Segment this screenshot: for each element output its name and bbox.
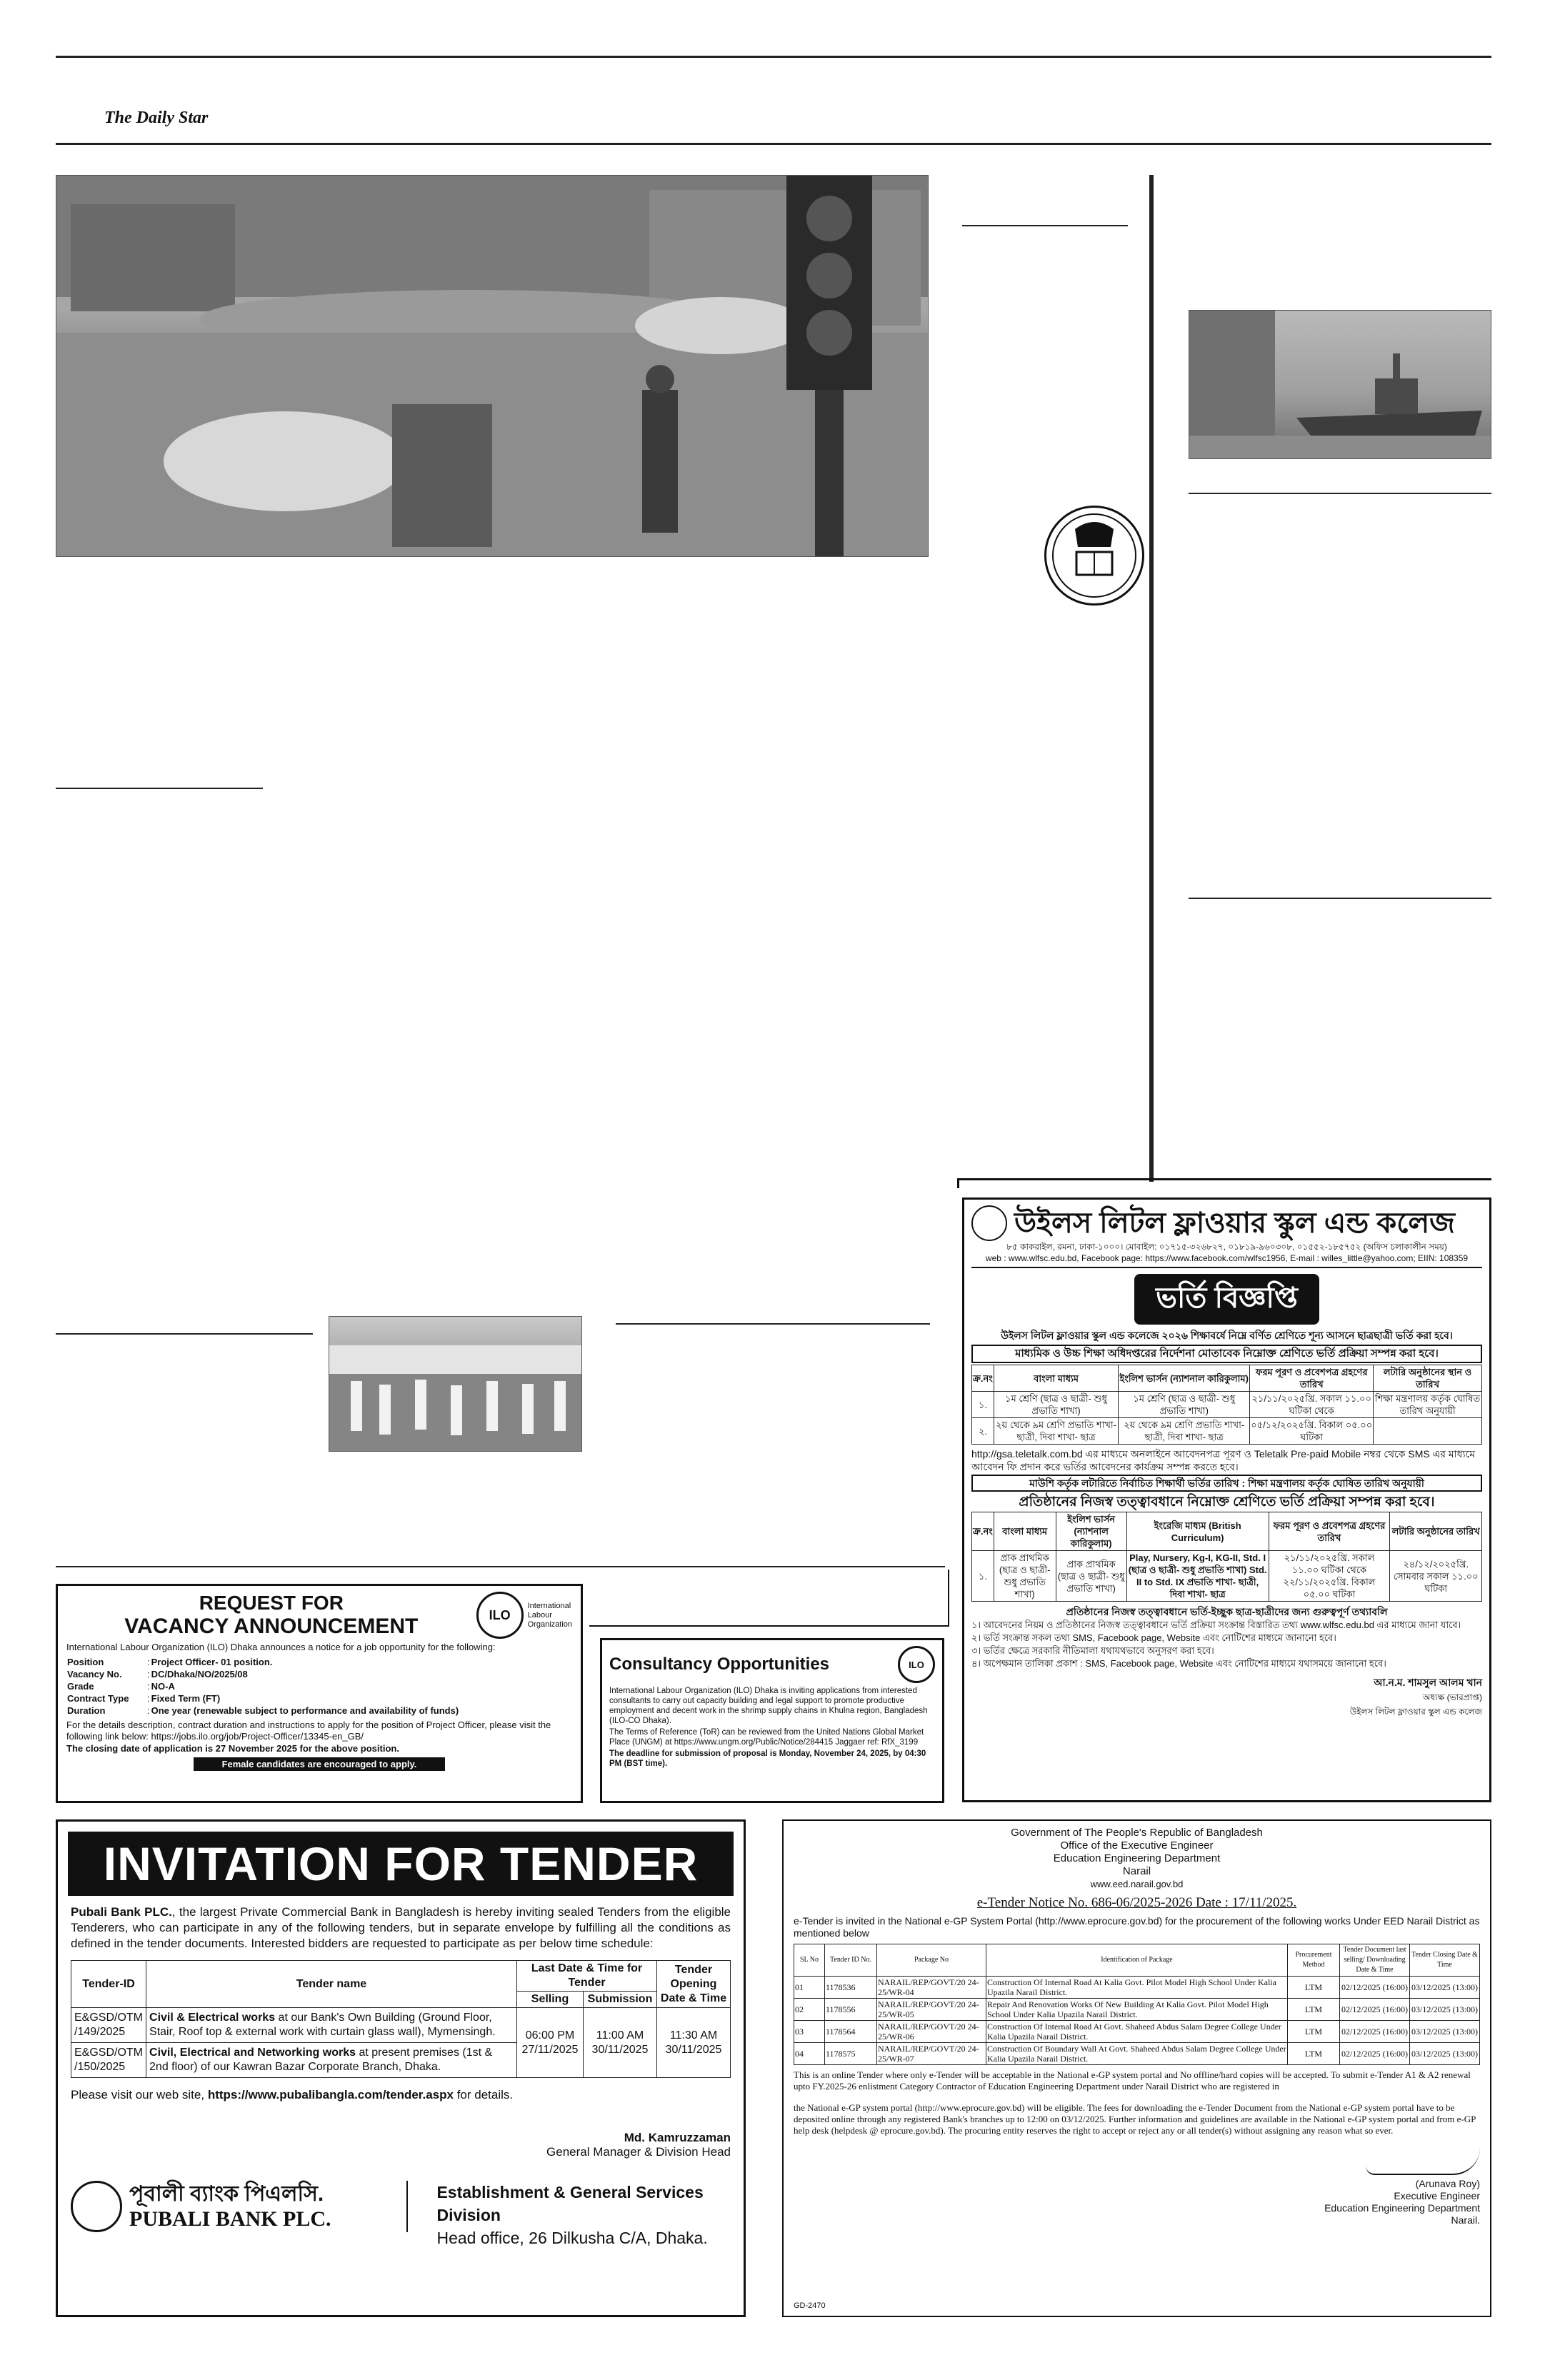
th-tender-name: Tender name [146, 1961, 517, 2008]
ilo-logo-icon: ILO [476, 1592, 524, 1639]
t1-head-lottery: লটারি অনুষ্ঠানের স্থান ও তারিখ [1374, 1365, 1482, 1392]
t1-r2-bangla: ২য় থেকে ৯ম শ্রেণি প্রভাতি শাখা- ছাত্রী, দিবা শাখা- ছাত্র [994, 1418, 1118, 1445]
eed-tender-ad [782, 1819, 1491, 2317]
t1-r2-form: ০৫/১২/২০২৫খ্রি. বিকাল ০৫.০০ ঘটিকা [1250, 1418, 1374, 1445]
th-submission: Submission [584, 1992, 657, 2008]
admission-table-1 [971, 1365, 1482, 1445]
school-logo-icon [971, 1205, 1007, 1241]
eed-district: Narail [1122, 1865, 1151, 1877]
ilo-consultancy-ad [600, 1638, 944, 1803]
eed-gov: Government of The People's Republic of Bangladesh [1011, 1827, 1263, 1839]
eed-r3-closing: 03/12/2025 (13:00) [1410, 2021, 1480, 2043]
t1-r1-bangla: ১ম শ্রেণি (ছাত্র ও ছাত্রী- শুধু প্রভাতি শাখা) [994, 1392, 1118, 1418]
eed-signer-dept: Education Engineering Department [1324, 2202, 1480, 2214]
ilo-vacancy-ad [56, 1584, 583, 1803]
school-admission-ad [962, 1197, 1491, 1802]
eed-r2-closing: 03/12/2025 (13:00) [1410, 1999, 1480, 2021]
tender-1-name [146, 2008, 517, 2043]
t2-r1-sl: ১. [972, 1551, 994, 1602]
rally-photo-drawing [329, 1317, 582, 1452]
eed-r3-package: NARAIL/REP/GOVT/20 24-25/WR-06 [877, 2021, 986, 2043]
eed-r4-closing: 03/12/2025 (13:00) [1410, 2043, 1480, 2065]
eed-signer: (Arunava Roy) [1415, 2178, 1480, 2189]
teletalk-note: http://gsa.teletalk.com.bd এর মাধ্যমে অনলাইনে আবেদনপত্র পূরণ ও Teletalk Pre-paid Mobile নম্বর থেকে SMS এর মাধ্যমে আবেদন ফি প্রদান করে ভর্তির আবেদনের কার্যক্রম সম্পন্ন করতে হবে। [971, 1448, 1475, 1472]
consultancy-tor: The Terms of Reference (ToR) can be reviewed from the United Nations Global Market Place (UNGM) at https://www.ungm.org/Public/Notice/284415 Jaggaer ref: RfX_3199 [609, 1728, 924, 1747]
field-vacancy-value: DC/Dhaka/NO/2025/08 [151, 1669, 248, 1679]
field-duration-label: Duration [67, 1705, 106, 1716]
pubali-division: Establishment & General Services Division [436, 2183, 704, 2224]
eed-signer-district: Narail. [1451, 2214, 1480, 2226]
pubali-signer-title: General Manager & Division Head [546, 2145, 731, 2159]
eed-th-closing: Tender Closing Date & Time [1410, 1944, 1480, 1977]
t2-head-english: ইংলিশ ভার্সন (ন্যাশনাল কারিকুলাম) [1056, 1512, 1126, 1551]
eed-web: www.eed.narail.gov.bd [1090, 1879, 1184, 1889]
field-grade-value: NO-A [151, 1681, 175, 1692]
eed-th-id: Tender ID No. [825, 1944, 877, 1977]
visit-pre: Please visit our web site, [71, 2088, 208, 2102]
ilo-org-1: International [527, 1601, 571, 1610]
th-opening: Tender Opening Date & Time [657, 1961, 731, 2008]
eed-th-identification: Identification of Package [986, 1944, 1288, 1977]
tender-2-name-rest: at present premises (1st & 2nd floor) of our Kawran Bazar Corporate Branch, Dhaka. [149, 2047, 493, 2073]
tender-2-id: E&GSD/OTM /150/2025 [71, 2043, 146, 2078]
t1-r1-lottery: শিক্ষা মন্ত্রণালয় কর্তৃক ঘোষিত তারিখ অনুযায়ী [1374, 1392, 1482, 1418]
traffic-photo [56, 175, 929, 557]
t2-head-form: ফরম পূরণ ও প্রবেশপত্র গ্রহণের তারিখ [1269, 1512, 1390, 1551]
eed-r4-selling: 02/12/2025 (16:00) [1340, 2043, 1410, 2065]
field-contract-label: Contract Type [67, 1693, 129, 1704]
field-duration-value: One year (renewable subject to performance and availability of funds) [151, 1705, 459, 1716]
eed-r2-method: LTM [1288, 1999, 1340, 2021]
info-2: ২। ভর্তি সংক্রান্ত সকল তথ্য SMS, Facebook page, Website এবং নোটিশের মাধ্যমে জানানো হবে। [971, 1632, 1336, 1643]
eed-r1-package: NARAIL/REP/GOVT/20 24-25/WR-04 [877, 1977, 986, 1999]
field-position-label: Position [67, 1657, 104, 1667]
th-tender-id: Tender-ID [71, 1961, 146, 2008]
eed-r2-identification: Repair And Renovation Works Of New Building At Kalia Govt. Pilot Model High School Under Kalia Upazila Narail District. [986, 1999, 1288, 2021]
t1-head-form: ফরম পূরণ ও প্রবেশপত্র গ্রহণের তারিখ [1250, 1365, 1374, 1392]
consultancy-deadline: The deadline for submission of proposal is Monday, November 24, 2025, by 04:30 PM (BST time). [609, 1749, 926, 1768]
t1-r2-english: ২য় থেকে ৯ম শ্রেণি প্রভাতি শাখা- ছাত্রী, দিবা শাখা- ছাত্র [1119, 1418, 1250, 1445]
tender-website-link[interactable]: https://www.pubalibangla.com/tender.aspx [207, 2088, 454, 2102]
vacancy-intro: International Labour Organization (ILO) Dhaka announces a notice for a job opportunity for the following: [66, 1642, 496, 1652]
admission-table-2 [971, 1512, 1482, 1602]
tender-1-name-bold: Civil & Electrical works [149, 2012, 276, 2024]
small-rule-7 [56, 1566, 945, 1567]
t1-r1-form: ২১/১১/২০২৫খ্রি. সকাল ১১.০০ ঘটিকা থেকে [1250, 1392, 1374, 1418]
t2-head-lottery: লটারি অনুষ্ঠানের তারিখ [1390, 1512, 1482, 1551]
school-web: web : www.wlfsc.edu.bd, Facebook page: https://www.facebook.com/wlfsc1956, E-mail : willes_little@yahoo.com; EIIN: 108359 [971, 1252, 1482, 1268]
tender-submission: 11:00 AM 30/11/2025 [584, 2008, 657, 2078]
t1-r1-english: ১ম শ্রেণি (ছাত্র ও ছাত্রী- শুধু প্রভাতি শাখা) [1119, 1392, 1250, 1418]
info-1: ১। আবেদনের নিয়ম ও প্রতিষ্ঠানের নিজস্ব তত্ত্বাবধানে ভর্তি প্রক্রিয়া সংক্রান্ত বিস্তারিত তথ্য www.wlfsc.edu.bd এর মাধ্যমে জানা যাবে। [971, 1620, 1461, 1630]
eed-r1-closing: 03/12/2025 (13:00) [1410, 1977, 1480, 1999]
tender-1-name-rest: at our Bank's Own Building (Ground Floor, Stair, Roof top & external work with curtain glass wall), Mymensingh. [149, 2012, 496, 2038]
eed-r1-selling: 02/12/2025 (16:00) [1340, 1977, 1410, 1999]
tender-selling: 06:00 PM 27/11/2025 [517, 2008, 584, 2078]
t1-head-sl: ক্র.নং [972, 1365, 994, 1392]
t1-head-bangla: বাংলা মাধ্যম [994, 1365, 1118, 1392]
school-signer: আ.ন.ম. শামসুল আলম খান [1374, 1677, 1482, 1688]
admission-notice-title: ভর্তি বিজ্ঞপ্তি [1134, 1274, 1319, 1325]
vacancy-title-1: REQUEST FOR [199, 1592, 344, 1614]
eed-r2-sl: 02 [794, 1999, 825, 2021]
eed-gd-number: GD-2470 [794, 2301, 826, 2310]
vacancy-fields: Position : Project Officer- 01 position. Vacancy No. : DC/Dhaka/NO/2025/08 Grade : NO-A Contract Type : Fixed Term (FT) Duration : One year (renewable subject to performance and availability of funds) [67, 1657, 459, 1716]
lottery-line: মাউশি কর্তৃক লটারিতে নির্বাচিত শিক্ষার্থী ভর্তির তারিখ : শিক্ষা মন্ত্রণালয় কর্তৃক ঘোষিত তারিখ অনুযায়ী [971, 1475, 1482, 1492]
info-3: ৩। ভর্তির ক্ষেত্রে সরকারি নীতিমালা যথাযথভাবে অনুসরণ করা হবে। [971, 1645, 1214, 1656]
school-emblem-icon [1044, 506, 1144, 606]
masthead-logo: The Daily Star [104, 109, 209, 127]
t1-r2-lottery [1374, 1418, 1482, 1445]
small-rule-4 [56, 788, 263, 789]
eed-r2-package: NARAIL/REP/GOVT/20 24-25/WR-05 [877, 1999, 986, 2021]
small-rule-3 [1189, 898, 1491, 899]
info-4: ৪। অপেক্ষমান তালিকা প্রকাশ : SMS, Facebook page, Website এবং নোটিশের মাধ্যমে যথাসময়ে জানানো হবে। [971, 1658, 1386, 1669]
visit-line [58, 2078, 744, 2102]
rally-photo [329, 1316, 582, 1452]
eed-r3-identification: Construction Of Internal Road At Govt. Shaheed Abdus Salam Degree College Under Kalia Upazila Narail District. [986, 2021, 1288, 2043]
eed-office: Office of the Executive Engineer [1060, 1839, 1214, 1852]
eed-th-method: Procurement Method [1288, 1944, 1340, 1977]
vacancy-closing: The closing date of application is 27 November 2025 for the above position. [66, 1743, 399, 1754]
visit-post: for details. [453, 2088, 514, 2102]
t2-head-sl: ক্র.নং [972, 1512, 994, 1551]
field-vacancy-label: Vacancy No. [67, 1669, 122, 1679]
eed-signature-icon [1366, 2148, 1480, 2175]
t2-head-bangla: বাংলা মাধ্যম [994, 1512, 1056, 1551]
small-rule-2 [1189, 493, 1491, 494]
ilo-frame-line [589, 1570, 949, 1627]
t2-head-british: ইংরেজি মাধ্যম (British Curriculum) [1126, 1512, 1269, 1551]
pubali-logo-bn: পূবালী ব্যাংক পিএলসি. [129, 2182, 324, 2206]
small-rule-6 [616, 1323, 930, 1325]
pubali-address: Head office, 26 Dilkusha C/A, Dhaka. [436, 2229, 708, 2247]
eed-r1-identification: Construction Of Internal Road At Kalia Govt. Pilot Model High School Under Kalia Upazila Narail District. [986, 1977, 1288, 1999]
tender-2-name-bold: Civil, Electrical and Networking works [149, 2047, 356, 2059]
ship-photo-drawing [1189, 311, 1491, 459]
school-name: উইলস লিটল ফ্লাওয়ার স্কুল এন্ড কলেজ [1014, 1207, 1455, 1239]
eed-r3-method: LTM [1288, 2021, 1340, 2043]
school-address: ৮৫ কাকরাইল, রমনা, ঢাকা-১০০০। মোবাইল: ০১৭১৫-৩২৬৮২৭, ০১৮১৯-৯৬০৩০৮, ০১৫৫২-১৮৫৭৫২ (অফিস চলাকালীন সময়) [1006, 1242, 1447, 1252]
admission-sub1: মাধ্যমিক ও উচ্চ শিক্ষা অধিদপ্তরের নির্দেশনা মোতাবেক নিম্নোক্ত শ্রেণিতে ভর্তি প্রক্রিয়া সম্পন্ন করা হবে। [971, 1345, 1482, 1363]
t1-head-english: ইংলিশ ভার্সন (ন্যাশনাল কারিকুলাম) [1119, 1365, 1250, 1392]
small-rule-1 [962, 225, 1128, 226]
t2-r1-british: Play, Nursery, Kg-I, KG-II, Std. I (ছাত্র ও ছাত্রী- শুধু প্রভাতি শাখা) Std. II to Std. IX প্রভাতি শাখা- ছাত্রী, দিবা শাখা- ছাত্র [1126, 1551, 1269, 1602]
eed-r2-id: 1178556 [825, 1999, 877, 2021]
ilo-org-2: Labour [527, 1610, 552, 1620]
tender-2-name [146, 2043, 517, 2078]
th-selling: Selling [517, 1992, 584, 2008]
admission-sub2: প্রতিষ্ঠানের নিজস্ব তত্ত্বাবধানে নিম্নোক্ত শ্রেণিতে ভর্তি প্রক্রিয়া সম্পন্ন করা হবে। [1019, 1495, 1435, 1510]
eed-r4-package: NARAIL/REP/GOVT/20 24-25/WR-07 [877, 2043, 986, 2065]
t1-r2-sl: ২. [972, 1418, 994, 1445]
eed-dept: Education Engineering Department [1053, 1852, 1221, 1864]
eed-online-note: This is an online Tender where only e-Tender will be acceptable in the National e-GP system portal and No offline/hard copies will be accepted. To submit e-Tender A1 & A2 renewal upto FY.2025-26 enlistment Category Contractor of Education Engineering Department under Narail District who are registered in [794, 2069, 1471, 2092]
field-contract-value: Fixed Term (FT) [151, 1693, 221, 1704]
pubali-bank-name: Pubali Bank PLC. [71, 1905, 172, 1919]
pubali-tender-ad [56, 1819, 746, 2317]
eed-invite: e-Tender is invited in the National e-GP System Portal (http://www.eprocure.gov.bd) for the procurement of the following works Under EED Narail District as mentioned below [794, 1915, 1480, 1939]
school-signer-org: উইলস লিটল ফ্লাওয়ার স্কুল এন্ড কলেজ [1349, 1707, 1482, 1717]
consultancy-title: Consultancy Opportunities [609, 1655, 830, 1674]
school-ad-frame [957, 1178, 1491, 1188]
tender-opening: 11:30 AM 30/11/2025 [657, 2008, 731, 2078]
eed-r2-selling: 02/12/2025 (16:00) [1340, 1999, 1410, 2021]
info-title: প্রতিষ্ঠানের নিজস্ব তত্ত্বাবধানে ভর্তি-ইচ্ছুক ছাত্র-ছাত্রীদের জন্য গুরুত্বপূর্ণ তথ্যাবলি [1066, 1606, 1388, 1617]
eed-r4-method: LTM [1288, 2043, 1340, 2065]
ilo-consultancy-logo-icon: ILO [898, 1646, 935, 1683]
eed-r3-selling: 02/12/2025 (16:00) [1340, 2021, 1410, 2043]
eed-r4-identification: Construction Of Boundary Wall At Govt. Shaheed Abdus Salam Degree College Under Kalia Upazila Narail District. [987, 2044, 1286, 2064]
eed-table [794, 1944, 1480, 2065]
pubali-signer: Md. Kamruzzaman [624, 2131, 731, 2144]
small-rule-5 [56, 1333, 313, 1335]
eed-r4-id: 1178575 [825, 2043, 877, 2065]
t2-r1-english: প্রাক প্রাথমিক (ছাত্র ও ছাত্রী- শুধু প্রভাতি শাখা) [1056, 1551, 1126, 1602]
eed-th-selling: Tender Document last selling/ Downloading Date & Time [1340, 1944, 1410, 1977]
vacancy-title-2: VACANCY ANNOUNCEMENT [124, 1615, 419, 1638]
eed-r4-sl: 04 [794, 2043, 825, 2065]
column-rule-vertical [1149, 175, 1154, 1182]
tender-intro-para [58, 1896, 744, 1952]
eed-r3-sl: 03 [794, 2021, 825, 2043]
pubali-logo-icon [71, 2181, 122, 2232]
eed-portal-note: the National e-GP system portal (http://www.eprocure.gov.bd) will be eligible. The fees for downloading the e-Tender Document from the National e-GP system portal have to be deposited online through any registered Bank's branches up to 12:00 on 03/12/2025. Further information and guidelines are available in the National e-GP system portal and from e-GP help desk (helpdesk @ eprocure.gov.bd). The procuring entity reserves the right to accept or reject any or all tender(s) without assigning any reason what so ever. [794, 2102, 1476, 2136]
eed-notice-no: e-Tender Notice No. 686-06/2025-2026 Date : 17/11/2025. [976, 1895, 1297, 1910]
tender-1-id: E&GSD/OTM /149/2025 [71, 2008, 146, 2043]
tender-headline: INVITATION FOR TENDER [68, 1832, 734, 1896]
t2-r1-bangla: প্রাক প্রাথমিক (ছাত্র ও ছাত্রী- শুধু প্রভাতি শাখা) [994, 1551, 1056, 1602]
admission-intro: উইলস লিটল ফ্লাওয়ার স্কুল এন্ড কলেজে ২০২৬ শিক্ষাবর্ষে নিম্নে বর্ণিত শ্রেণিতে শূন্য আসনে ছাত্রছাত্রী ভর্তি করা হবে। [1001, 1330, 1453, 1341]
ship-photo [1189, 310, 1491, 459]
tender-intro: , the largest Private Commercial Bank in Bangladesh is hereby inviting sealed Tenders from the eligible Tenderers, who can participate in any of the following tenders, but in separate envelope by fulfilling all the conditions as defined in the tender documents. Interested bidders are requested to participate as per below time schedule: [71, 1905, 731, 1950]
field-grade-label: Grade [67, 1681, 94, 1692]
pubali-logo-en: PUBALI BANK PLC. [129, 2207, 331, 2231]
eed-th-package: Package No [877, 1944, 986, 1977]
ilo-org-3: Organization [527, 1620, 572, 1629]
vacancy-details: For the details description, contract duration and instructions to apply for the position of Project Officer, please visit the following link below: https://jobs.ilo.org/job/Project-Officer/13345-en_GB/ [66, 1719, 551, 1742]
female-encouraged-badge: Female candidates are encouraged to apply. [194, 1757, 446, 1771]
eed-r1-sl: 01 [794, 1977, 825, 1999]
tender-table [71, 1960, 731, 2078]
eed-r3-id: 1178564 [825, 2021, 877, 2043]
eed-th-sl: SL No [794, 1944, 825, 1977]
traffic-photo-drawing [56, 176, 929, 557]
t2-r1-form: ২১/১১/২০২৫খ্রি. সকাল ১১.০০ ঘটিকা থেকে ২২/১১/২০২৫খ্রি. বিকাল ০৫.০০ ঘটিকা [1269, 1551, 1390, 1602]
th-last-date: Last Date & Time for Tender [517, 1961, 657, 1992]
t2-r1-lottery: ২৪/১২/২০২৫খ্রি. সোমবার সকাল ১১.০০ ঘটিকা [1390, 1551, 1482, 1602]
eed-r1-method: LTM [1288, 1977, 1340, 1999]
top-rule [56, 56, 1491, 58]
field-position-value: Project Officer- 01 position. [151, 1657, 273, 1667]
eed-signer-title: Executive Engineer [1394, 2190, 1480, 2201]
t1-r1-sl: ১. [972, 1392, 994, 1418]
consultancy-body: International Labour Organization (ILO) Dhaka is inviting applications from interested consultants to carry out capacity building and legal support to promote productive employment and decent work in the shrimp supply chains in Khulna region, Bangladesh (ILO-CO Dhaka). [609, 1687, 928, 1725]
masthead-rule [56, 143, 1491, 145]
eed-r1-id: 1178536 [825, 1977, 877, 1999]
school-signer-title: অধ্যক্ষ (ভারপ্রাপ্ত) [1423, 1692, 1482, 1702]
